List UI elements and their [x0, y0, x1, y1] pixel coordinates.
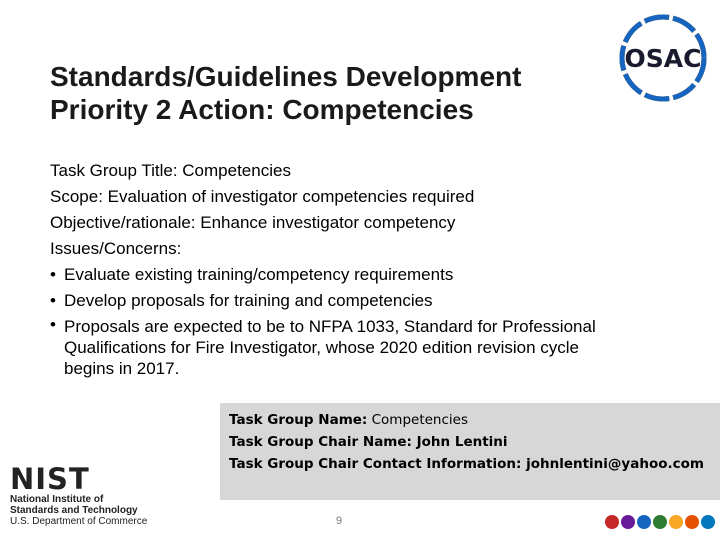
color-dot	[685, 515, 699, 529]
task-group-contact-row	[229, 456, 704, 472]
body-line-title: Task Group Title: Competencies	[50, 161, 291, 180]
task-group-contact-label: Task Group Chair Contact Information: johnlentini@yahoo.com	[229, 456, 704, 472]
page-number: 9	[336, 515, 343, 527]
task-group-info-box	[220, 403, 720, 500]
nist-line-1: National Institute of	[10, 494, 104, 505]
body-line-issues: Issues/Concerns:	[50, 239, 182, 258]
color-dot	[701, 515, 715, 529]
slide-body	[50, 158, 690, 379]
body-line-scope: Scope: Evaluation of investigator competencies required	[50, 187, 475, 206]
slide-title	[50, 60, 610, 126]
task-group-name-label: Task Group Name:	[229, 412, 368, 428]
color-dot	[621, 515, 635, 529]
bullet-text: Evaluate existing training/competency requirements	[64, 265, 454, 284]
task-group-name-row	[229, 412, 468, 428]
nist-logo: NIST	[10, 462, 90, 496]
bullet-item	[50, 314, 690, 379]
osac-logo-text: OSAC	[624, 44, 702, 73]
bullet-dot: •	[50, 315, 56, 334]
color-dot	[653, 515, 667, 529]
color-dot	[637, 515, 651, 529]
osac-logo	[617, 12, 709, 104]
bullet-text-line-2: Qualifications for Fire Investigator, whose 2020 edition revision cycle	[64, 338, 579, 357]
bullet-dot: •	[50, 291, 56, 310]
task-group-chair-row	[229, 434, 508, 450]
nist-line-2: Standards and Technology	[10, 505, 138, 516]
bullet-dot: •	[50, 265, 56, 284]
task-group-chair-label: Task Group Chair Name: John Lentini	[229, 434, 508, 450]
color-dot	[605, 515, 619, 529]
bullet-text: Develop proposals for training and competencies	[64, 291, 433, 310]
body-line-objective: Objective/rationale: Enhance investigator competency	[50, 213, 456, 232]
task-group-name-value: Competencies	[371, 412, 468, 428]
nist-dept: U.S. Department of Commerce	[10, 516, 148, 527]
color-dot	[669, 515, 683, 529]
bullet-item	[50, 288, 690, 314]
bullet-text-line-1: Proposals are expected to be to NFPA 1033, Standard for Professional	[64, 317, 596, 336]
title-line-2: Priority 2 Action: Competencies	[50, 94, 474, 125]
bullet-text-line-3: begins in 2017.	[64, 359, 180, 378]
issues-bullet-list	[50, 262, 690, 379]
bullet-item	[50, 262, 690, 288]
nist-logo-block	[10, 464, 170, 528]
title-line-1: Standards/Guidelines Development	[50, 61, 522, 92]
